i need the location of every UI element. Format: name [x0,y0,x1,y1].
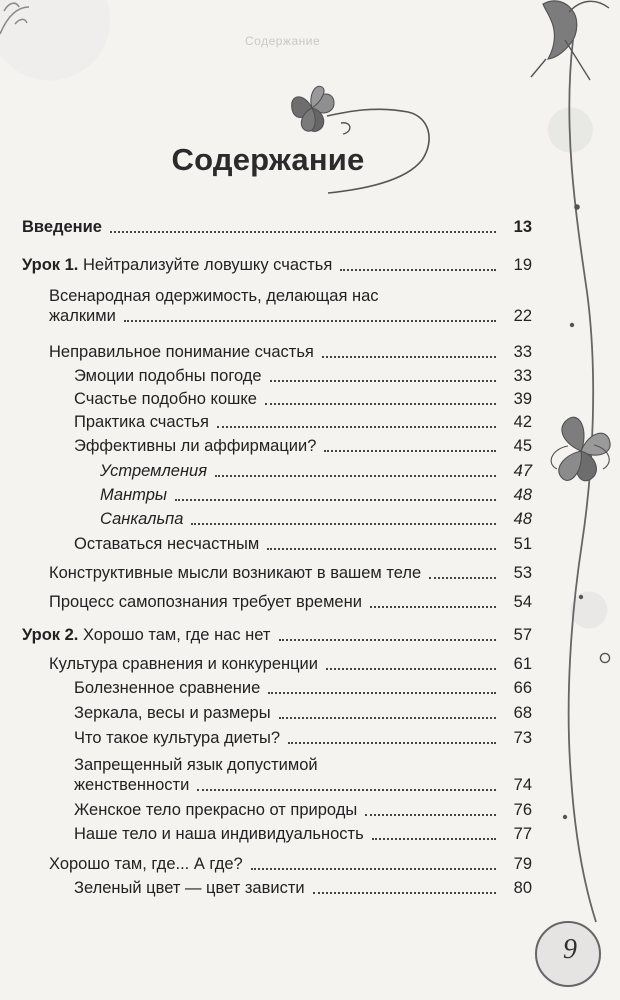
toc-entry-diet-culture[interactable] [22,728,532,748]
toc-page-number: 61 [513,655,532,673]
corner-leaf-icon [0,3,29,34]
toc-leader-dots [279,639,497,641]
vine-dot-3 [579,595,583,599]
toc-page-number: 19 [513,256,532,274]
toc-entry-national-obsession[interactable] [22,286,532,326]
toc-entry-self-knowledge[interactable] [22,592,532,612]
toc-entry-happiness-cat[interactable] [22,389,532,409]
toc-entry-mirrors-scales[interactable] [22,703,532,723]
running-header: Содержание [245,34,321,48]
toc-label: Неправильное понимание счастья [49,343,314,361]
vine-line [569,40,596,922]
toc-entry-misunderstanding-happiness[interactable] [22,342,532,362]
toc-entry-sankalpa[interactable] [22,509,532,529]
toc-page-number: 74 [513,776,532,794]
toc-page-number: 42 [513,413,532,431]
toc-label: Устремления [100,462,208,480]
toc-label: Оставаться несчастным [74,535,260,553]
toc-label: Эмоции подобны погоде [74,367,262,385]
toc-leader-dots [124,320,496,322]
toc-label: жалкими [49,307,116,325]
toc-label-line-1: Всенародная одержимость, делающая нас [49,287,379,305]
toc-leader-dots [175,499,496,501]
toc-entry-affirmations[interactable] [22,436,532,456]
toc-page-number: 57 [513,626,532,644]
vine-ring [600,653,609,662]
toc-leader-dots [110,231,496,233]
toc-leader-dots [267,548,496,550]
toc-label: Процесс самопознания требует времени [49,593,362,611]
toc-page-number: 39 [513,390,532,408]
toc-entry-green-envy[interactable] [22,878,532,898]
toc-leader-dots [429,577,496,579]
toc-page-number: 33 [513,367,532,385]
toc-page-number: 48 [513,486,532,504]
flower-icon [551,417,610,481]
toc-label: Введение [22,218,102,236]
toc-label: Санкальпа [100,510,184,528]
toc-leader-dots [324,450,496,452]
toc-leader-dots [322,356,496,358]
page-number: 9 [563,934,577,965]
toc-leader-dots [326,668,496,670]
toc-page-number: 53 [513,564,532,582]
toc-entry-constructive-thoughts[interactable] [22,563,532,583]
toc-label-wrap [22,625,271,645]
vine-dot-2 [570,323,574,327]
toc-label: Хорошо там, где... А где? [49,855,243,873]
toc-entry-comparison-culture[interactable] [22,654,532,674]
toc-entry-practice-happiness[interactable] [22,412,532,432]
toc-leader-dots [251,868,496,870]
toc-page-number: 79 [513,855,532,873]
bird-icon [531,1,609,80]
toc-entry-remain-unhappy[interactable] [22,534,532,554]
toc-label: Наше тело и наша индивидуальность [74,825,364,843]
toc-page-number: 68 [513,704,532,722]
toc-leader-dots [265,403,496,405]
toc-entry-female-body[interactable] [22,800,532,820]
toc-label-wrap [22,255,332,275]
toc-leader-dots [215,475,496,477]
toc-entry-mantras[interactable] [22,485,532,505]
toc-label: Практика счастья [74,413,209,431]
toc-entry-body-individuality[interactable] [22,824,532,844]
toc-label: Культура сравнения и конкуренции [49,655,318,673]
toc-leader-dots [191,523,496,525]
toc-page-number: 80 [513,879,532,897]
toc-entry-emotions-weather[interactable] [22,366,532,386]
toc-leader-dots [340,269,496,271]
toc-label: Что такое культура диеты? [74,729,281,747]
flower-icon [292,86,334,131]
toc-page-number: 45 [513,437,532,455]
toc-label: Эффективны ли аффирмации? [74,437,317,455]
toc-leader-dots [370,606,496,608]
toc-label: Болезненное сравнение [74,679,261,697]
vine-dot-4 [563,815,567,819]
toc-entry-lesson-1[interactable] [22,255,532,275]
lesson-prefix: Урок 2. [22,626,79,644]
toc-label: Зеркала, весы и размеры [74,704,271,722]
toc-label: женственности [74,776,190,794]
toc-label: Женское тело прекрасно от природы [74,801,358,819]
toc-entry-introduction[interactable] [22,217,532,237]
toc-page-number: 47 [513,462,532,480]
toc-leader-dots [217,426,496,428]
page-title: Содержание [171,142,365,177]
toc-page-number: 76 [513,801,532,819]
toc-leader-dots [197,789,496,791]
toc-leader-dots [365,814,496,816]
toc-leader-dots [268,692,496,694]
lesson-prefix: Урок 1. [22,256,79,274]
toc-page-number: 66 [513,679,532,697]
toc-entry-painful-comparison[interactable] [22,678,532,698]
toc-label: Конструктивные мысли возникают в вашем теле [49,564,422,582]
vine-dot-1 [574,204,580,210]
toc-entry-aspirations[interactable] [22,461,532,481]
toc-label: Счастье подобно кошке [74,390,257,408]
toc-entry-forbidden-language[interactable] [22,755,532,795]
toc-entry-good-where[interactable] [22,854,532,874]
toc-page-number: 22 [513,307,532,325]
toc-label: Мантры [100,486,168,504]
toc-leader-dots [279,717,496,719]
toc-leader-dots [313,892,496,894]
toc-leader-dots [270,380,496,382]
toc-leader-dots [372,838,496,840]
toc-page-number: 54 [513,593,532,611]
toc-entry-lesson-2[interactable] [22,625,532,645]
toc-label: Зеленый цвет — цвет зависти [74,879,305,897]
toc-page-number: 33 [513,343,532,361]
toc-page-number: 51 [513,535,532,553]
toc-label: Нейтрализуйте ловушку счастья [78,256,333,274]
swirl-curl [341,123,350,134]
toc-page-number: 13 [513,218,532,236]
toc-page-number: 73 [513,729,532,747]
toc-page-number: 48 [513,510,532,528]
toc-label-line-1: Запрещенный язык допустимой [74,756,318,774]
toc-leader-dots [288,742,496,744]
toc-label: Хорошо там, где нас нет [78,626,271,644]
toc-page-number: 77 [513,825,532,843]
